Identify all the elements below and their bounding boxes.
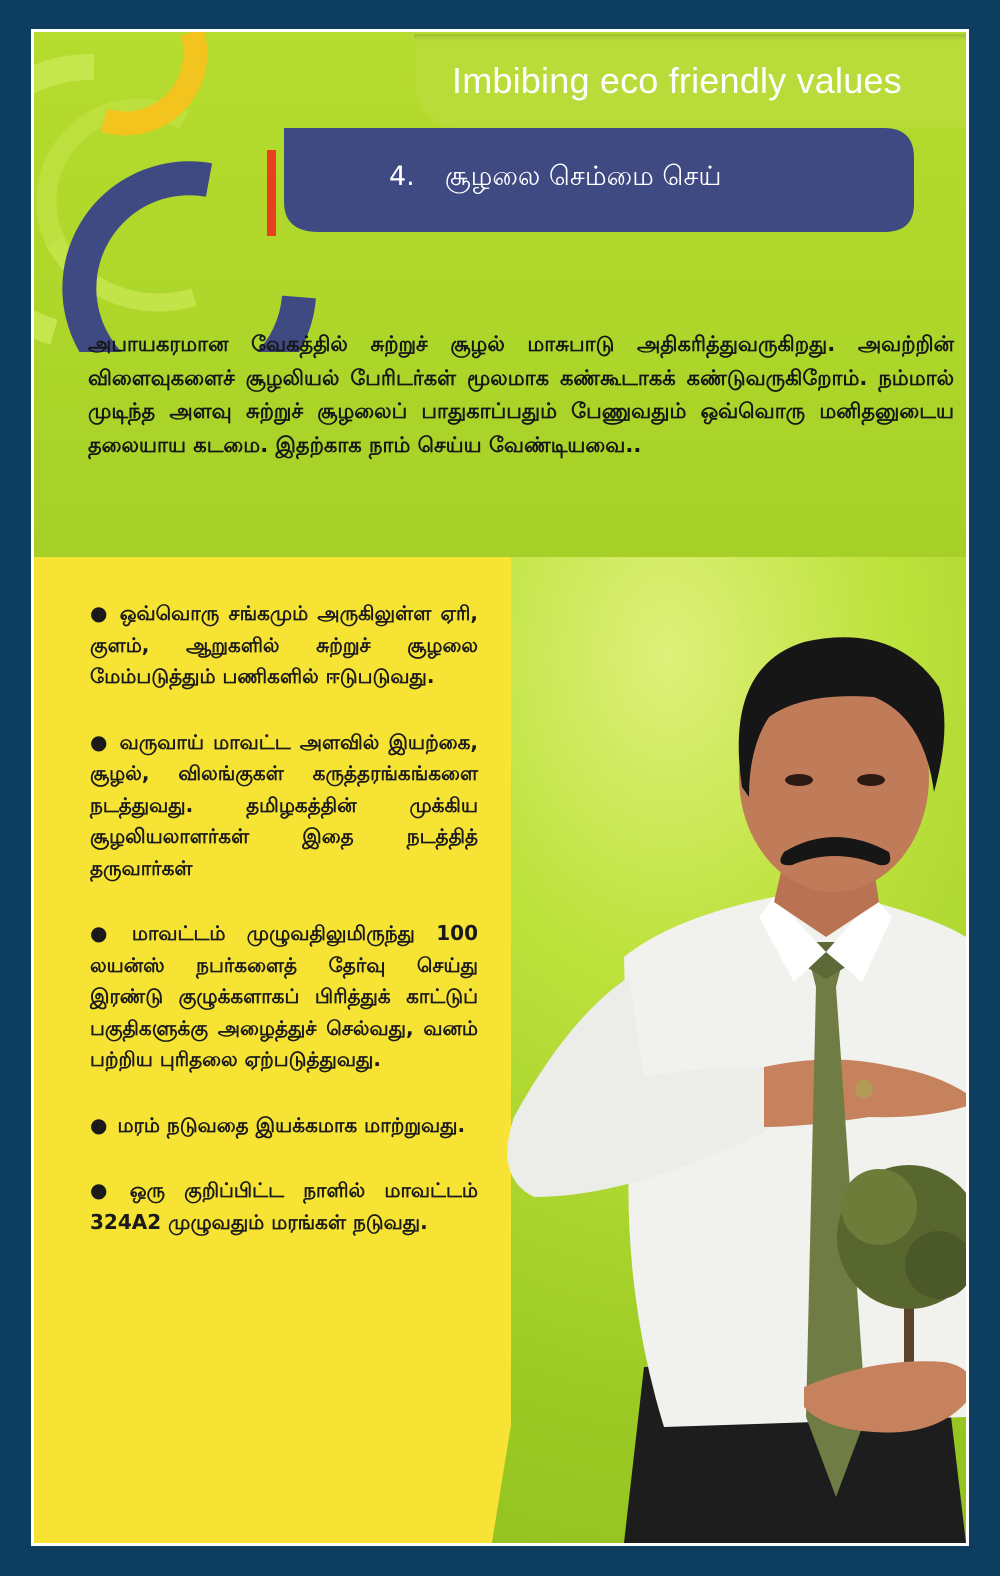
eco-title: Imbibing eco friendly values: [452, 60, 902, 101]
section-title: சூழலை செம்மை செய்: [444, 161, 722, 192]
man-with-tree-photo: [474, 597, 966, 1543]
intro-paragraph: [88, 328, 954, 462]
bullet-text: ஒவ்வொரு சங்கமும் அருகிலுள்ள ஏரி, குளம், ஆறுகளில் சுற்றுச் சூழலை மேம்படுத்தும் பணிகளில் ஈடுபடுவது.: [90, 601, 479, 688]
eye-right-shape: [857, 774, 885, 786]
bullet-dot: ●: [90, 1112, 108, 1137]
section-heading: [389, 161, 722, 196]
list-item: [90, 918, 478, 1076]
list-item: [90, 727, 478, 885]
bullet-text: ஒரு குறிப்பிட்ட நாளில் மாவட்டம் 324A2 முழுவதும் மரங்கள் நடுவது.: [90, 1178, 478, 1234]
bullet-dot: ●: [90, 601, 110, 625]
intro-text: அபாயகரமான வேகத்தில் சுற்றுச் சூழல் மாசுபாடு அதிகரித்துவருகிறது. அவற்றின் விளைவுகளைச் சூழலியல் பேரிடர்கள் மூலமாக கண்கூடாகக் கண்டுவருகிறோம். நம்மால் முடிந்த அளவு சுற்றுச் சூழலைப் பாதுகாப்பதும் பேணுவதும் ஒவ்வொரு மனிதனுடைய தலையாய கடமை. இதற்காக நாம் செய்ய வேண்டியவை..: [88, 332, 954, 457]
bullet-dot: ●: [90, 1178, 120, 1202]
bullet-text: மாவட்டம் முழுவதிலுமிருந்து 100 லயன்ஸ் நபர்களைத் தேர்வு செய்து இரண்டு குழுக்களாகப் பிரித்துக் காட்டுப் பகுதிகளுக்கு அழைத்துச் செல்வது, வனம் பற்றிய புரிதலை ஏற்படுத்துவது.: [90, 921, 478, 1071]
bullet-list: [90, 598, 478, 1272]
navy-ring-shape: [79, 178, 299, 352]
bullet-dot: ●: [90, 921, 122, 945]
page-frame: [31, 29, 969, 1546]
red-accent-bar: [267, 150, 276, 236]
eye-left-shape: [785, 774, 813, 786]
section-number: 4.: [389, 161, 415, 192]
list-item: [90, 1110, 478, 1142]
brochure-page: [34, 32, 966, 1543]
bullet-text: மரம் நடுவதை இயக்கமாக மாற்றுவது.: [117, 1112, 466, 1137]
bullet-text: வருவாய் மாவட்ட அளவில் இயற்கை, சூழல், விலங்குகள் கருத்தரங்கங்களை நடத்துவது. தமிழகத்தின் முக்கிய சூழலியலாளர்கள் இதை நடத்தித் தருவார்கள்: [90, 729, 478, 880]
bullet-dot: ●: [90, 729, 110, 754]
ring-shape: [855, 1080, 873, 1098]
tree-foliage-highlight-shape: [841, 1169, 917, 1245]
list-item: [90, 1175, 478, 1238]
list-item: [90, 598, 478, 693]
